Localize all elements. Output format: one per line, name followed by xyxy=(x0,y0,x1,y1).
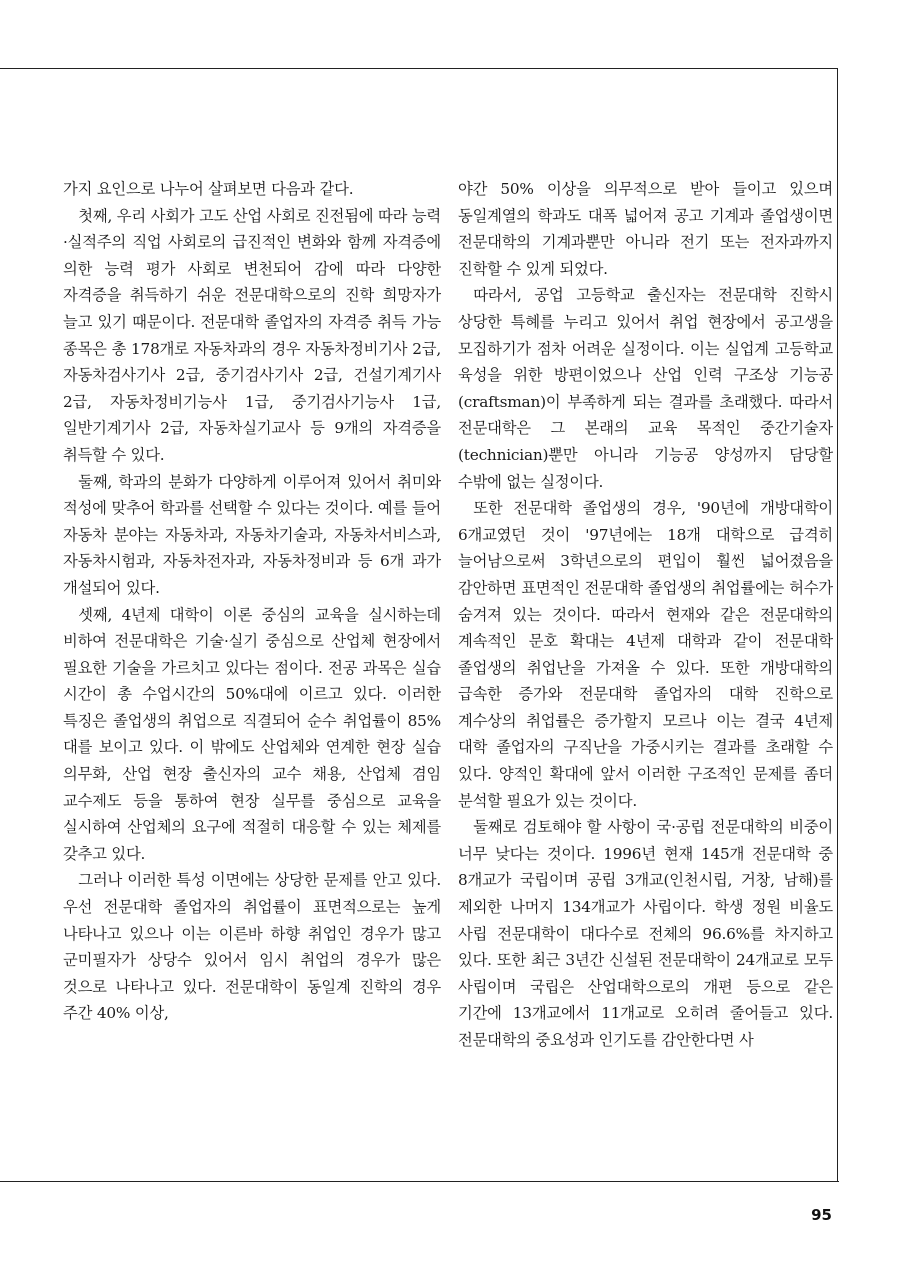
page-number: 95 xyxy=(811,1206,832,1224)
paragraph-problems: 그러나 이러한 특성 이면에는 상당한 문제를 안고 있다. 우선 전문대학 졸업자의 취업률이 표면적으로는 높게 나타나고 있으나 이는 이른바 하향 취업인 경우가 많고 군미필자가 상당수 있어서 임시 취업의 경우가 많은 것으로 나타나고 있다. 전문대학이 동일계 진학의 경우 주간 40% 이상, xyxy=(63,871,441,1023)
paragraph-evening-quota: 야간 50% 이상을 의무적으로 받아 들이고 있으며 동일계열의 학과도 대폭 넓어져 공고 기계과 졸업생이면 전문대학의 기계과뿐만 아니라 전기 또는 전자과까지 진학할 수 있게 되었다. xyxy=(458,180,833,278)
page-frame-right-rule xyxy=(837,68,838,1182)
paragraph-first-reason: 첫째, 우리 사회가 고도 산업 사회로 진전됨에 따라 능력·실적주의 직업 사회로의 급진적인 변화와 함께 자격증에 의한 능력 평가 사회로 변천되어 감에 따라 다양한 자격증을 취득하기 쉬운 전문대학으로의 진학 희망자가 늘고 있기 때문이다. 전문대학 졸업자의 자격증 취득 가능 종목은 총 178개로 자동차과의 경우 자동차정비기사 2급, 자동차검사기사 2급, 중기검사기사 2급, 건설기계기사 2급, 자동차정비기능사 1급, 중기검사기능사 1급, 일반기계기사 2급, 자동차실기교사 등 9개의 자격증을 취득할 수 있다. xyxy=(63,206,441,464)
paragraph-third-reason: 셋째, 4년제 대학이 이론 중심의 교육을 실시하는데 비하여 전문대학은 기술·실기 중심으로 산업체 현장에서 필요한 기술을 가르치고 있다는 점이다. 전공 과목은 실습 시간이 총 수업시간의 50%대에 이르고 있다. 이러한 특징은 졸업생의 취업으로 직결되어 순수 취업률이 85%대를 보이고 있다. 이 밖에도 산업체와 연계한 현장 실습 의무화, 산업 현장 출신자의 교수 채용, 산업체 겸임 교수제도 등을 통하여 현장 실무를 중심으로 교육을 실시하여 산업체의 요구에 적절히 대응할 수 있는 체제를 갖추고 있다. xyxy=(63,605,441,863)
paragraph-second-reason: 둘째, 학과의 분화가 다양하게 이루어져 있어서 취미와 적성에 맞추어 학과를 선택할 수 있다는 것이다. 예를 들어 자동차 분야는 자동차과, 자동차기술과, 자동차서비스과, 자동차시험과, 자동차전자과, 자동차정비과 등 6개 과가 개설되어 있다. xyxy=(63,472,441,597)
paragraph-open-university: 또한 전문대학 졸업생의 경우, '90년에 개방대학이 6개교였던 것이 '97년에는 18개 대학으로 급격히 늘어남으로써 3학년으로의 편입이 훨씬 넓어졌음을 감안하면 표면적인 전문대학 졸업생의 취업률에는 허수가 숨겨져 있는 것이다. 따라서 현재와 같은 전문대학의 계속적인 문호 확대는 4년제 대학과 같이 전문대학 졸업생의 취업난을 가져올 수 있다. 또한 개방대학의 급속한 증가와 전문대학 졸업자의 대학 진학으로 계수상의 취업률은 증가할지 모르나 이는 결국 4년제 대학 졸업자의 구직난을 가중시키는 결과를 초래할 수 있다. 양적인 확대에 앞서 이러한 구조적인 문제를 좀더 분석할 필요가 있는 것이다. xyxy=(458,499,833,810)
page-frame-bottom-rule xyxy=(0,1181,839,1182)
paragraph-intro-continuation: 가지 요인으로 나누어 살펴보면 다음과 같다. xyxy=(63,180,354,198)
paragraph-technical-high-school: 따라서, 공업 고등학교 출신자는 전문대학 진학시 상당한 특혜를 누리고 있어서 취업 현장에서 공고생을 모집하기가 점차 어려운 실정이다. 이는 실업계 고등학교 육성을 위한 방편이었으나 산업 인력 구조상 기능공(craftsman)이 부족하게 되는 결과를 초래했다. 따라서 전문대학은 그 본래의 교육 목적인 중간기술자(technician)뿐만 아니라 기능공 양성까지 담당할 수밖에 없는 실정이다. xyxy=(458,286,833,491)
page-frame-top-rule xyxy=(0,68,838,69)
paragraph-public-colleges: 둘째로 검토해야 할 사항이 국·공립 전문대학의 비중이 너무 낮다는 것이다. 1996년 현재 145개 전문대학 중 8개교가 국립이며 공립 3개교(인천시립, 거창, 남해)를 제외한 나머지 134개교가 사립이다. 학생 정원 비율도 사립 전문대학이 대다수로 전체의 96.6%를 차지하고 있다. 또한 최근 3년간 신설된 전문대학이 24개교로 모두 사립이며 국립은 산업대학으로의 개편 등으로 같은 기간에 13개교에서 11개교로 오히려 줄어들고 있다. 전문대학의 중요성과 인기도를 감안한다면 사 xyxy=(458,818,833,1049)
right-text-column xyxy=(458,176,833,1054)
left-text-column xyxy=(63,176,441,1027)
